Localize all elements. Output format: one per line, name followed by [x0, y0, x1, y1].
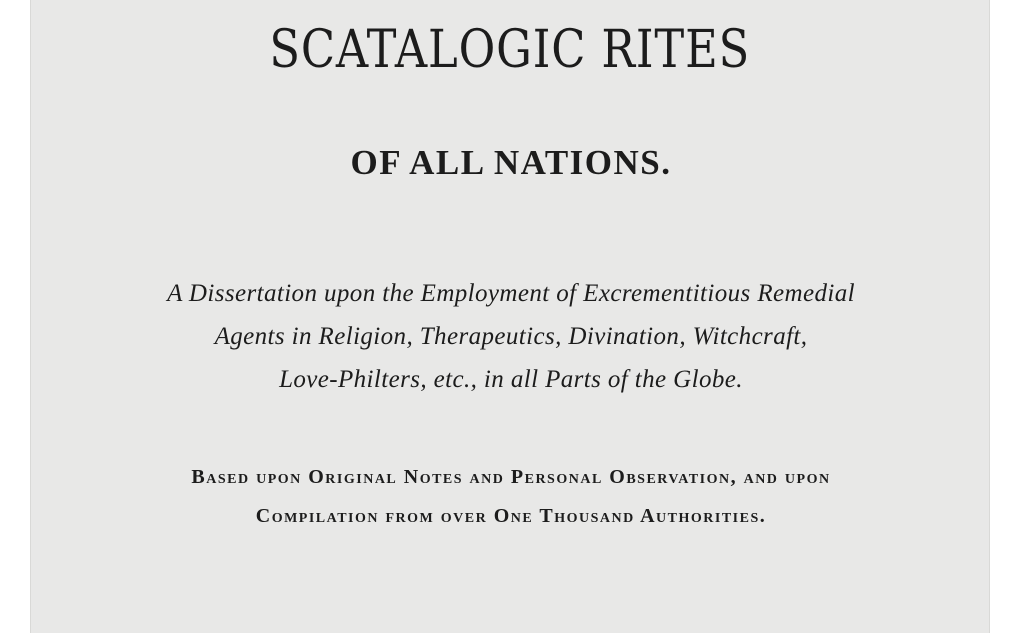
- book-title: SCATALOGIC RITES: [269, 20, 751, 80]
- description-line-3: Love-Philters, etc., in all Parts of the Globe.: [279, 366, 743, 393]
- title-page: [30, 0, 990, 633]
- book-subtitle: OF ALL NATIONS.: [350, 143, 672, 182]
- description-line-2: Agents in Religion, Therapeutics, Divination, Witchcraft,: [214, 323, 808, 350]
- basis-line-2: Compilation from over One Thousand Authorities.: [255, 505, 767, 527]
- description-line-1: A Dissertation upon the Employment of Excrementitious Remedial: [167, 280, 855, 307]
- basis-line-1: Based upon Original Notes and Personal Observation, and upon: [191, 466, 831, 488]
